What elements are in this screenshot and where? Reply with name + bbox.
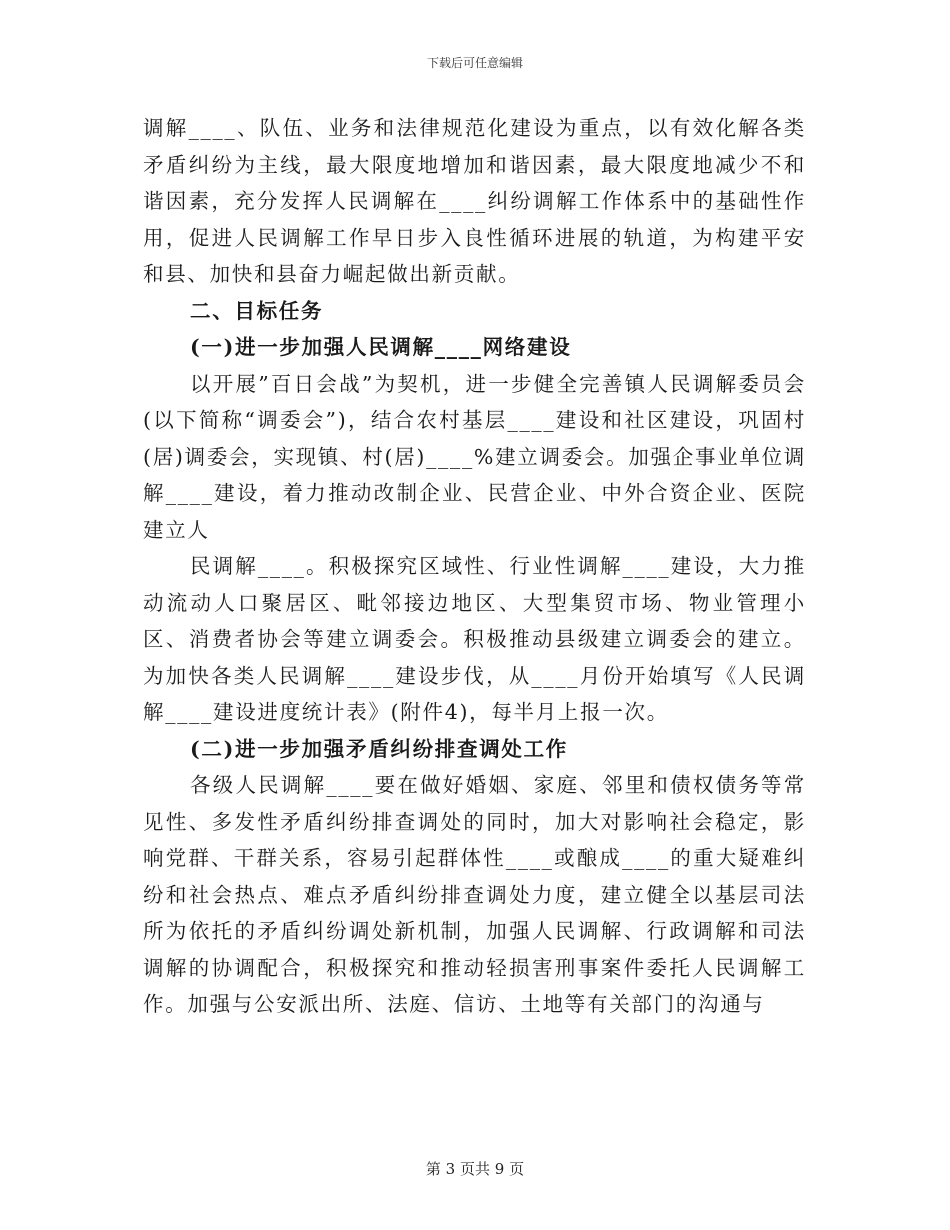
page-header: 下载后可任意编辑 [426, 56, 523, 70]
page-footer: 第 3 页共 9 页 [425, 1160, 525, 1178]
section-heading: 二、目标任务 [190, 298, 324, 323]
paragraph-disputes: 各级人民调解____要在做好婚姻、家庭、邻里和债权债务等常见性、多发性矛盾纠纷排查调处的同时，加大对影响社会稳定，影响党群、干群关系，容易引起群体性____或酿成____的重大疑难纠纷和社会热点、难点矛盾纠纷排查调处力度，建立健全以基层司法所为依托的矛盾纠纷调处新机制，加强人民调解、行政调解和司法调解的协调配合，积极探究和推动轻损害刑事案件委托人民调解工作。加强与公安派出所、法庭、信访、土地等有关部门的沟通与 [143, 773, 806, 1016]
subsection-heading-2: (二)进一步加强矛盾纠纷排查调处工作 [190, 736, 568, 761]
paragraph-intro: 调解____、队伍、业务和法律规范化建设为重点，以有效化解各类矛盾纠纷为主线，最大限度地增加和谐因素，最大限度地减少不和谐因素，充分发挥人民调解在____纠纷调解工作体系中的基础性作用，促进人民调解工作早日步入良性循环进展的轨道，为构建平安和县、加快和县奋力崛起做出新贡献。 [143, 116, 806, 286]
paragraph-network-1: 以开展”百日会战”为契机，进一步健全完善镇人民调解委员会(以下简称“调委会”)，结合农村基层____建设和社区建设，巩固村(居)调委会，实现镇、村(居)____%建立调委会。加强企事业单位调解____建设，着力推动改制企业、民营企业、中外合资企业、医院建立人 [143, 371, 806, 542]
paragraph-network-2: 民调解____。积极探究区域性、行业性调解____建设，大力推动流动人口聚居区、毗邻接边地区、大型集贸市场、物业管理小区、消费者协会等建立调委会。积极推动县级建立调委会的建立。为加快各类人民调解____建设步伐，从____月份开始填写《人民调解____建设进度统计表》(附件4)，每半月上报一次。 [143, 554, 806, 724]
document-body [143, 110, 806, 1023]
subsection-heading-1: (一)进一步加强人民调解____网络建设 [190, 335, 572, 359]
